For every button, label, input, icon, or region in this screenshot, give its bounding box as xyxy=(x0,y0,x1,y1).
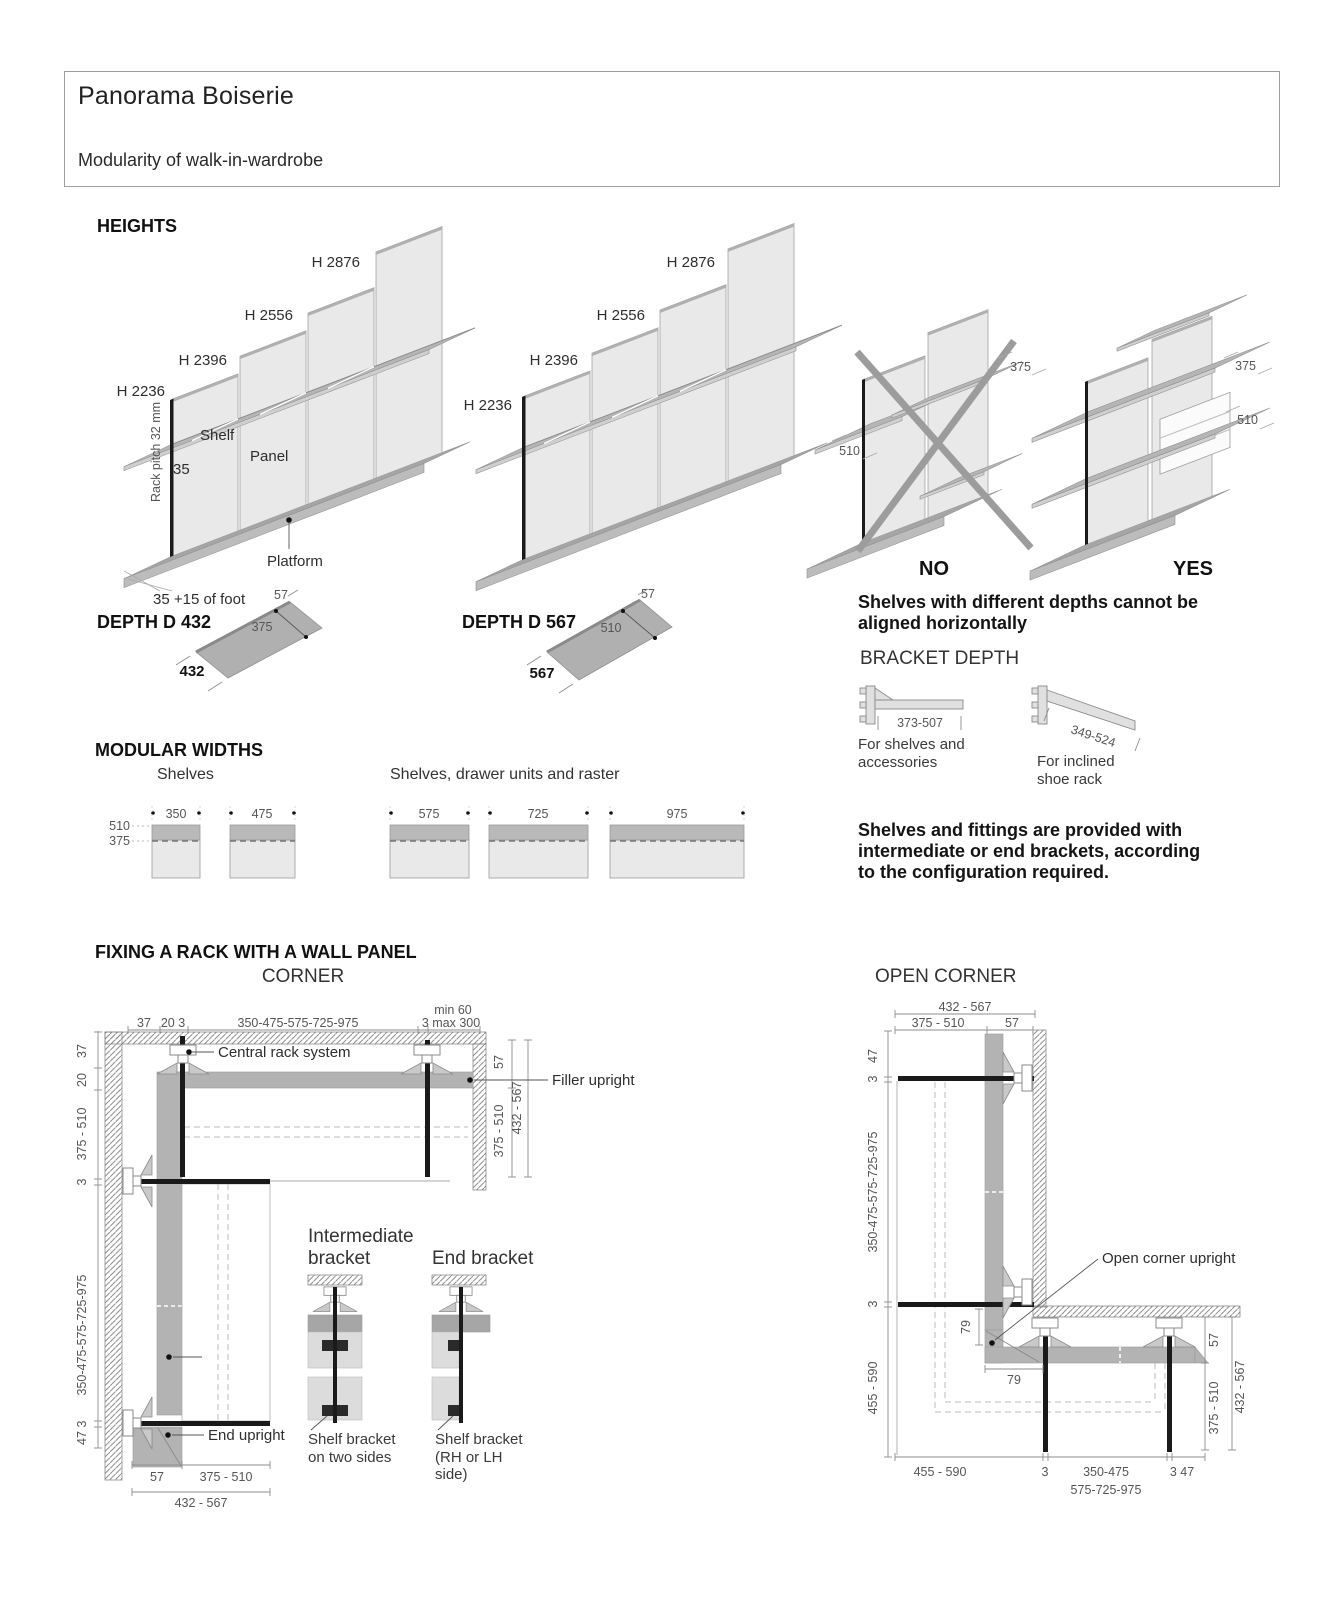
dim-3-max-300: 3 max 300 xyxy=(421,1016,481,1030)
heading-intermediate-bracket: Intermediate bracket xyxy=(308,1226,414,1269)
dim-right-432-567: 432 - 567 xyxy=(510,1081,524,1135)
rack-upright xyxy=(1043,1318,1048,1452)
bracket-straight xyxy=(860,686,963,730)
bracket-inclined xyxy=(1032,686,1140,751)
platform-corner xyxy=(133,1427,182,1467)
dim-79-vertical: 79 xyxy=(959,1320,973,1334)
heading-depth-567: DEPTH D 567 xyxy=(462,612,577,632)
width-725: 725 xyxy=(527,807,549,821)
dim-bottom-432-567: 432 - 567 xyxy=(174,1496,228,1510)
heading-end-bracket: End bracket xyxy=(432,1248,534,1269)
dim-79-horizontal: 79 xyxy=(1007,1373,1021,1387)
depth-510-label: 510 xyxy=(839,444,860,458)
caption-intermediate-bracket: Shelf bracket on two sides xyxy=(308,1431,396,1466)
dim-bottom-350-475: 350-475 xyxy=(1083,1465,1129,1479)
foot-label: 35 +15 of foot xyxy=(153,591,246,608)
heading-open-corner: OPEN CORNER xyxy=(875,966,1017,987)
callout-open-corner-upright: Open corner upright xyxy=(1102,1250,1236,1267)
depth-375-label: 375 xyxy=(1235,359,1256,373)
dim-bottom-57: 57 xyxy=(150,1470,164,1484)
rack-upright xyxy=(1167,1318,1172,1452)
height-label-2876: H 2876 xyxy=(311,254,360,271)
panel-label: Panel xyxy=(250,448,289,465)
note-depth-alignment: Shelves with different depths cannot be aligned horizontally xyxy=(858,592,1199,633)
modular-375-label: 375 xyxy=(109,834,130,848)
panel-vertical xyxy=(157,1072,182,1415)
rack-pitch-label: Rack pitch 32 mm xyxy=(149,401,163,503)
dim-right-57: 57 xyxy=(1207,1333,1221,1347)
heading-corner: CORNER xyxy=(261,966,345,987)
modular-widths-diagram xyxy=(109,806,745,878)
heading-depth-432: DEPTH D 432 xyxy=(97,612,212,632)
dim-top-375-510: 375 - 510 xyxy=(911,1016,965,1030)
no-label: NO xyxy=(919,558,949,580)
depth-510-label: 510 xyxy=(1237,413,1258,427)
fitting-clamp xyxy=(1003,1266,1032,1318)
dim-35-label: 35 xyxy=(173,461,190,478)
height-label-2556: H 2556 xyxy=(596,307,645,324)
wall-left xyxy=(105,1032,122,1480)
rack-horizontal xyxy=(898,1302,1034,1307)
dim-top-widths: 350-475-575-725-975 xyxy=(237,1016,359,1030)
heading-bracket-depth: BRACKET DEPTH xyxy=(860,648,1020,669)
yes-diagram xyxy=(1030,286,1274,580)
wall-right xyxy=(473,1044,486,1190)
callout-end-upright: End upright xyxy=(208,1427,285,1444)
dim-left-3b: 3 xyxy=(866,1300,880,1308)
caption-straight-bracket: For shelves and accessories xyxy=(858,736,965,771)
height-label-2396: H 2396 xyxy=(529,352,578,369)
modular-box-975 xyxy=(609,806,745,878)
height-label-2236: H 2236 xyxy=(463,397,512,414)
dim-left-455-590: 455 - 590 xyxy=(866,1361,880,1415)
open-corner-diagram xyxy=(866,1000,1247,1497)
panel-horizontal xyxy=(985,1347,1195,1363)
modular-box-475 xyxy=(229,806,296,878)
page-title: Panorama Boiserie xyxy=(78,82,295,110)
caption-end-bracket: Shelf bracket (RH or LH side) xyxy=(435,1431,523,1483)
dim-567: 567 xyxy=(529,665,555,682)
end-bracket-drawing xyxy=(432,1275,490,1430)
dim-left-47: 47 xyxy=(75,1431,89,1445)
note-brackets: Shelves and fittings are provided with intermediate or end brackets, according to the configuration required. xyxy=(858,820,1201,882)
dim-top-20-3: 20 3 xyxy=(160,1016,186,1030)
modular-drawer-title: Shelves, drawer units and raster xyxy=(390,766,620,783)
heights-diagram-2 xyxy=(464,205,842,590)
height-label-2236: H 2236 xyxy=(116,383,165,400)
dim-left-3: 3 xyxy=(75,1178,89,1186)
dim-left-47: 47 xyxy=(866,1049,880,1063)
end-upright-bar xyxy=(133,1421,270,1426)
shelf-label: Shelf xyxy=(200,427,235,444)
wall-horizontal xyxy=(1033,1306,1240,1317)
heading-heights: HEIGHTS xyxy=(97,216,178,236)
width-975: 975 xyxy=(666,807,688,821)
dim-left-37: 37 xyxy=(75,1044,89,1058)
dim-right-432-567: 432 - 567 xyxy=(1233,1360,1247,1414)
dim-left-375-510: 375 - 510 xyxy=(75,1107,89,1161)
width-475: 475 xyxy=(251,807,273,821)
corner-diagram xyxy=(75,1003,635,1510)
caption-inclined-bracket: For inclined shoe rack xyxy=(1037,753,1115,788)
yes-label: YES xyxy=(1172,558,1214,580)
modular-box-350 xyxy=(151,806,201,878)
bracket-straight-range: 373-507 xyxy=(897,716,943,730)
dim-right-375-510: 375 - 510 xyxy=(492,1104,506,1158)
heights-diagram-1 xyxy=(117,214,475,608)
callout-filler-upright: Filler upright xyxy=(552,1072,635,1089)
depth-567-diagram xyxy=(527,587,672,693)
intermediate-bracket-drawing xyxy=(308,1275,362,1430)
dim-left-3b: 3 xyxy=(75,1420,89,1428)
dim-top-432-567: 432 - 567 xyxy=(938,1000,992,1014)
height-label-2396: H 2396 xyxy=(178,352,227,369)
dim-bottom-375-510: 375 - 510 xyxy=(199,1470,253,1484)
modular-box-725 xyxy=(488,806,589,878)
height-label-2876: H 2876 xyxy=(666,254,715,271)
dim-bottom-3-47: 3 47 xyxy=(1169,1465,1195,1479)
modular-510-label: 510 xyxy=(109,819,130,833)
dim-57: 57 xyxy=(274,588,288,602)
dim-510: 510 xyxy=(600,621,622,635)
page-subtitle: Modularity of walk-in-wardrobe xyxy=(78,150,324,170)
wall-vertical xyxy=(1033,1030,1046,1307)
heading-modular-widths: MODULAR WIDTHS xyxy=(95,740,263,760)
dim-left-3: 3 xyxy=(866,1075,880,1083)
dim-bottom-3: 3 xyxy=(1041,1465,1049,1479)
rack-horizontal xyxy=(133,1179,270,1184)
height-label-2556: H 2556 xyxy=(244,307,293,324)
no-diagram xyxy=(807,297,1046,580)
dim-57: 57 xyxy=(641,587,655,601)
platform-leader-dot xyxy=(286,517,292,523)
modular-box-575 xyxy=(389,806,470,878)
dim-top-37: 37 xyxy=(137,1016,151,1030)
dim-right-375-510: 375 - 510 xyxy=(1207,1381,1221,1435)
width-575: 575 xyxy=(418,807,440,821)
platform-label: Platform xyxy=(267,553,323,570)
dim-left-widths: 350-475-575-725-975 xyxy=(75,1274,89,1396)
callout-central-rack: Central rack system xyxy=(218,1044,351,1061)
dim-bottom-575-725-975: 575-725-975 xyxy=(1070,1483,1142,1497)
dim-top-57: 57 xyxy=(1005,1016,1019,1030)
dim-bottom-455-590: 455 - 590 xyxy=(913,1465,967,1479)
dim-375: 375 xyxy=(251,620,273,634)
depth-375-label: 375 xyxy=(1010,360,1031,374)
width-350: 350 xyxy=(165,807,187,821)
dim-left-20: 20 xyxy=(75,1073,89,1087)
heading-fixing: FIXING A RACK WITH A WALL PANEL xyxy=(95,942,417,962)
dim-min-60: min 60 xyxy=(434,1003,472,1017)
dim-left-widths: 350-475-575-725-975 xyxy=(866,1131,880,1253)
dim-432: 432 xyxy=(179,663,205,680)
bracket-inclined-range: 349-524 xyxy=(1069,722,1118,750)
dim-right-57: 57 xyxy=(492,1055,506,1069)
modular-shelves-title: Shelves xyxy=(157,766,214,783)
